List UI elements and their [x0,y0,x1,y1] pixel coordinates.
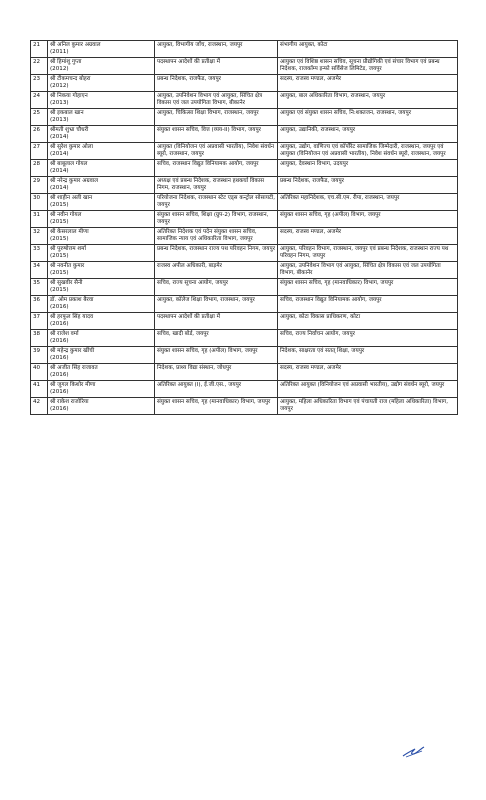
officer-name-cell [48,92,155,109]
batch-year: (2015) [50,287,69,293]
new-posting: संभागीय आयुक्त, कोटा [278,41,458,58]
table-row [31,143,458,160]
officer-name: श्री बाबूलाल गोयल [50,161,88,167]
officer-name: श्री हरफूल सिंह यादव [50,314,94,320]
officer-name-cell [48,330,155,347]
serial-number: 37 [31,313,48,330]
table-row [31,347,458,364]
officer-name-cell [48,364,155,381]
officer-name-cell [48,347,155,364]
table-row [31,92,458,109]
batch-year: (2013) [50,100,69,106]
table-row [31,262,458,279]
batch-year: (2011) [50,49,69,55]
serial-number: 42 [31,398,48,415]
current-posting: सचिव, खादी बोर्ड, जयपुर [155,330,278,347]
officer-name: श्री अनिल कुमार अग्रवाल [50,42,101,48]
new-posting: सदस्य, राजस्व मण्डल, अजमेर [278,364,458,381]
table-row [31,126,458,143]
signature-mark [402,744,426,758]
batch-year: (2015) [50,202,69,208]
officer-name-cell [48,75,155,92]
table-row [31,296,458,313]
officer-name: श्री अजीत सिंह राजावत [50,365,98,371]
current-posting: आयुक्त (विनियोजन एवं अप्रवासी भारतीय), निवेश संवर्धन ब्यूरो, राजस्थान, जयपुर [155,143,278,160]
officer-name: श्री केसरलाल मीणा [50,229,89,235]
new-posting: आयुक्त, उपनिवेशन विभाग एवं आयुक्त, सिंचित क्षेत्र विकास एवं जल उपयोगिता विभाग, बीकानेर [278,262,458,279]
officer-name: श्री पुरुषोत्तम शर्मा [50,246,86,252]
officer-name: श्री नवीन गोयल [50,212,82,218]
new-posting: आयुक्त एवं संयुक्त शासन सचिव, नि:शक्तजन, राजस्थान, जयपुर [278,109,458,126]
current-posting: अतिरिक्त आयुक्त (I), ई.जी.एस., जयपुर [155,381,278,398]
current-posting: संयुक्त शासन सचिव, गृह (मानवाधिकार) विभाग, जयपुर [155,398,278,415]
current-posting: परियोजना निदेशक, राजस्थान स्टेट एड्स कन्ट्रोल सोसायटी, जयपुर [155,194,278,211]
table-row [31,194,458,211]
table-row [31,279,458,296]
batch-year: (2016) [50,355,69,361]
officer-name: श्री राजेश वर्मा [50,331,79,337]
batch-year: (2016) [50,321,69,327]
table-row [31,211,458,228]
officer-name-cell [48,143,155,160]
new-posting: आयुक्त, उद्योग, वाणिज्य एवं कॉर्पोरेट सामाजिक जिम्मेदारी, राजस्थान, जयपुर एवं आयुक्त (विनियोजन एवं अप्रवासी भारतीय), निवेश संवर्धन ब्यूरो, राजस्थान, जयपुर [278,143,458,160]
batch-year: (2016) [50,304,69,310]
officer-name-cell [48,194,155,211]
serial-number: 41 [31,381,48,398]
serial-number: 28 [31,160,48,177]
batch-year: (2016) [50,338,69,344]
officer-name: श्री शाहीन अली खान [50,195,93,201]
serial-number: 22 [31,58,48,75]
serial-number: 35 [31,279,48,296]
officer-name: श्री सुरेश कुमार ओला [50,144,93,150]
batch-year: (2016) [50,406,69,412]
officer-name-cell [48,160,155,177]
officer-name: श्री राकेश राजोरिया [50,399,89,405]
new-posting: संयुक्त शासन सचिव, गृह (अपील) विभाग, जयपुर [278,211,458,228]
batch-year: (2012) [50,66,69,72]
current-posting: राजस्व अपील अधिकारी, बाड़मेर [155,262,278,279]
table-row [31,58,458,75]
officer-name: श्री नरेन्द्र कुमार अग्रवाल [50,178,98,184]
new-posting: आयुक्त, कोटा विकास प्राधिकरण, कोटा [278,313,458,330]
serial-number: 36 [31,296,48,313]
serial-number: 29 [31,177,48,194]
serial-number: 23 [31,75,48,92]
batch-year: (2015) [50,253,69,259]
serial-number: 21 [31,41,48,58]
new-posting: निदेशक, साक्षरता एवं सतत् शिक्षा, जयपुर [278,347,458,364]
new-posting: आयुक्त, परिवहन विभाग, राजस्थान, जयपुर एवं प्रबन्ध निदेशक, राजस्थान राज्य पथ परिवहन निगम, जयपुर [278,245,458,262]
table-row [31,245,458,262]
officer-name-cell [48,398,155,415]
new-posting: आयुक्त एवं विशिष्ठ शासन सचिव, सूचना प्रौद्योगिकी एवं संचार विभाग एवं प्रबन्ध निदेशक, राजकॉम्प इन्फो सर्विसेज लिमिटेड, जयपुर [278,58,458,75]
current-posting: संयुक्त शासन सचिव, शिक्षा (ग्रुप-2) विभाग, राजस्थान, जयपुर [155,211,278,228]
officer-name-cell [48,126,155,143]
serial-number: 30 [31,194,48,211]
table-row [31,228,458,245]
officer-name: श्री टीकमचन्द बोहरा [50,76,91,82]
officer-name-cell [48,58,155,75]
table-row [31,41,458,58]
serial-number: 27 [31,143,48,160]
batch-year: (2013) [50,117,69,123]
current-posting: प्रबन्ध निदेशक, राजस्थान राज्य पथ परिवहन निगम, जयपुर [155,245,278,262]
officer-name-cell [48,41,155,58]
officer-name: श्री नवनीत कुमार [50,263,85,269]
officer-name: श्री जुगल किशोर मीणा [50,382,96,388]
batch-year: (2014) [50,168,69,174]
current-posting: संयुक्त शासन सचिव, गृह (अपील) विभाग, जयपुर [155,347,278,364]
table-row [31,109,458,126]
table-row [31,177,458,194]
current-posting: आयुक्त, विभागीय जाँच, राजस्थान, जयपुर [155,41,278,58]
current-posting: सचिव, राजस्थान विद्युत विनियामक आयोग, जयपुर [155,160,278,177]
new-posting: आयुक्त, बाल अधिकारिता विभाग, राजस्थान, जयपुर [278,92,458,109]
batch-year: (2016) [50,389,69,395]
transfer-order-table-page [30,40,455,415]
table-row [31,398,458,415]
officer-name-cell [48,211,155,228]
serial-number: 40 [31,364,48,381]
officer-name: श्री निकया गोहाएन [50,93,88,99]
batch-year: (2014) [50,185,69,191]
current-posting: सचिव, राज्य सूचना आयोग, जयपुर [155,279,278,296]
current-posting: पदस्थापन आदेशों की प्रतीक्षा में [155,313,278,330]
table-row [31,75,458,92]
serial-number: 38 [31,330,48,347]
current-posting: अतिरिक्त निदेशक एवं पदेन संयुक्त शासन सचिव, सामाजिक न्याय एवं अधिकारिता विभाग, जयपुर [155,228,278,245]
serial-number: 39 [31,347,48,364]
current-posting: प्रबन्ध निदेशक, राजफैड, जयपुर [155,75,278,92]
table-row [31,381,458,398]
new-posting: सचिव, राजस्थान विद्युत विनियामक आयोग, जयपुर [278,296,458,313]
officer-name-cell [48,109,155,126]
new-posting: संयुक्त शासन सचिव, गृह (मानवाधिकार) विभाग, जयपुर [278,279,458,296]
serial-number: 26 [31,126,48,143]
serial-number: 32 [31,228,48,245]
current-posting: अध्यक्ष एवं प्रबन्ध निदेशक, राजस्थान हथकर्घा विकास निगम, राजस्थान, जयपुर [155,177,278,194]
new-posting: आयुक्त, महिला अधिकारिता विभाग एवं पंचायती राज (महिला अधिकारिता) विभाग, जयपुर [278,398,458,415]
current-posting: संयुक्त शासन सचिव, वित्त (व्यय-II) विभाग, जयपुर [155,126,278,143]
officer-name: श्री सुखवीर सैनी [50,280,83,286]
officer-name: डॉ. ओम प्रकाश बैरवा [50,297,94,303]
serial-number: 24 [31,92,48,109]
current-posting: निदेशक, प्राथ्य विद्या संस्थान, जोधपुर [155,364,278,381]
officer-name-cell [48,296,155,313]
table-row [31,160,458,177]
serial-number: 25 [31,109,48,126]
officer-name-cell [48,381,155,398]
officer-name: श्री हिमांशु गुप्ता [50,59,82,65]
officer-name-cell [48,279,155,296]
new-posting: अतिरिक्त महानिदेशक, एच.सी.एम. रीपा, राजस्थान, जयपुर [278,194,458,211]
officer-transfer-table [30,40,458,415]
serial-number: 33 [31,245,48,262]
current-posting: आयुक्त, चिकित्सा शिक्षा विभाग, राजस्थान, जयपुर [155,109,278,126]
new-posting: प्रबन्ध निदेशक, राजफैड, जयपुर [278,177,458,194]
batch-year: (2014) [50,134,69,140]
table-row [31,364,458,381]
officer-name-cell [48,262,155,279]
batch-year: (2015) [50,270,69,276]
officer-name: श्री इकबाल खान [50,110,84,116]
officer-name-cell [48,228,155,245]
batch-year: (2015) [50,219,69,225]
officer-name-cell [48,313,155,330]
serial-number: 34 [31,262,48,279]
batch-year: (2015) [50,236,69,242]
new-posting: आयुक्त, उद्यानिकी, राजस्थान, जयपुर [278,126,458,143]
new-posting: सदस्य, राजस्व मण्डल, अजमेर [278,75,458,92]
officer-name: श्री महेन्द्र कुमार खींची [50,348,95,354]
batch-year: (2016) [50,372,69,378]
table-row [31,313,458,330]
table-row [31,330,458,347]
officer-name: श्रीमती शुभ्रा चौधरी [50,127,89,133]
new-posting: अतिरिक्त आयुक्त (विनियोजन एवं अप्रवासी भारतीय), उद्योग संवर्धन ब्यूरो, जयपुर [278,381,458,398]
new-posting: सदस्य, राजस्व मण्डल, अजमेर [278,228,458,245]
officer-name-cell [48,177,155,194]
batch-year: (2014) [50,151,69,157]
current-posting: आयुक्त, कॉलेज शिक्षा विभाग, राजस्थान, जयपुर [155,296,278,313]
current-posting: पदस्थापन आदेशों की प्रतीक्षा में [155,58,278,75]
current-posting: आयुक्त, उपनिवेशन विभाग एवं आयुक्त, सिंचित क्षेत्र विकास एवं जल उपयोगिता विभाग, बीकानेर [155,92,278,109]
batch-year: (2012) [50,83,69,89]
serial-number: 31 [31,211,48,228]
officer-name-cell [48,245,155,262]
new-posting: सचिव, राज्य निर्वाचन आयोग, जयपुर [278,330,458,347]
new-posting: आयुक्त, देवस्थान विभाग, उदयपुर [278,160,458,177]
